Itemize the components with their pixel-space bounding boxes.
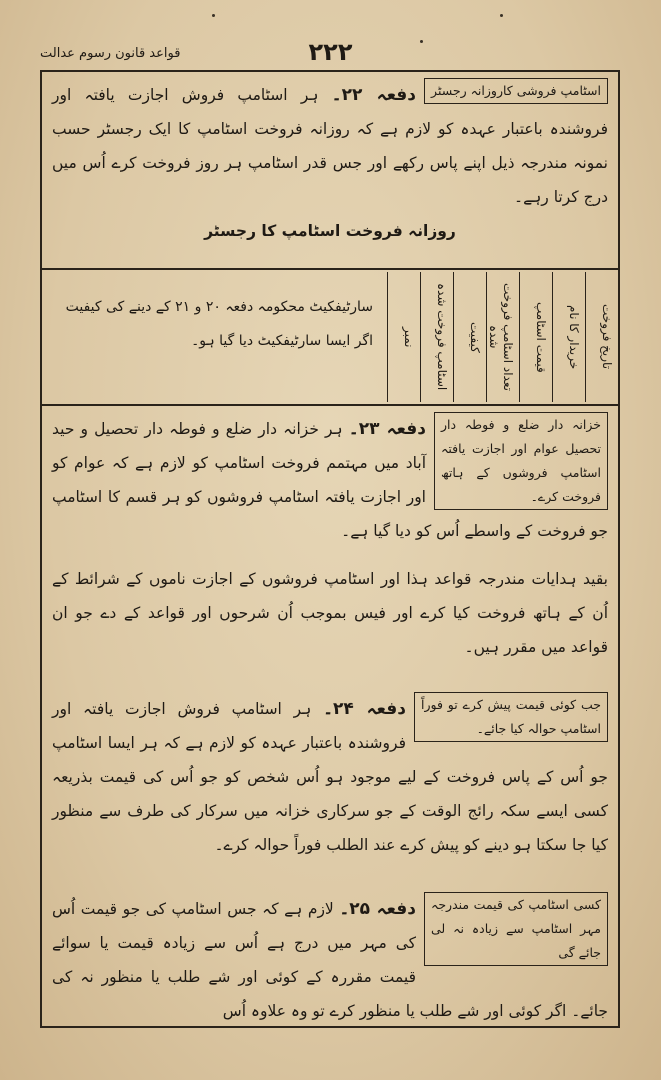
register-table xyxy=(42,272,618,402)
ink-speck xyxy=(212,14,215,17)
page-number: ۲۲۲ xyxy=(308,38,353,66)
register-col: قیمت اسٹامپ xyxy=(519,272,552,402)
register-remark: سارٹیفکیٹ محکومہ دفعہ ۲۰ و ۲۱ کے دینے کی کیفیت اگر ایسا سارٹیفکیٹ دیا گیا ہو۔ xyxy=(65,299,373,349)
section-23-continued xyxy=(42,562,618,664)
section-24-heading: دفعہ ۲۴۔ xyxy=(323,699,406,719)
section-25 xyxy=(42,892,618,1028)
section-25-heading: دفعہ ۲۵۔ xyxy=(339,899,417,919)
register-col: تاریخ فروخت xyxy=(585,272,618,402)
register-col: نمبر xyxy=(387,272,420,402)
section-22-heading: دفعہ ۲۲۔ xyxy=(331,85,417,105)
section-23 xyxy=(42,412,618,548)
register-col: تعداد اسٹامپ فروخت شدہ xyxy=(486,272,519,402)
register-col: خریدار کا نام xyxy=(552,272,585,402)
margin-note-22: اسٹامپ فروشی کاروزانہ رجسٹر xyxy=(424,78,608,104)
section-24 xyxy=(42,692,618,862)
section-23-heading: دفعہ ۲۳۔ xyxy=(348,419,426,439)
section-23-text2: بقید ہدایات مندرجہ قواعد ہذا اور اسٹامپ فروشوں کے اجازت ناموں کے شرائط کے اُن کے ہاتھ فروخت کیا کرے اور فیس بموجب اُن شرحوں اور قواعد کے دے جو ان قواعد میں مقرر ہیں۔ xyxy=(52,570,608,656)
section-23-text: ہر خزانہ دار ضلع و فوطہ دار تحصیل و حید آباد میں مہتمم فروخت اسٹامپ کو لازم ہے کہ عوام کو اور اجازت یافتہ اسٹامپ فروشوں کو ہر قسم کا اسٹامپ جو فروخت کے واسطے اُس کو دیا گیا ہے۔ xyxy=(52,420,608,540)
ink-speck xyxy=(500,14,503,17)
section-22 xyxy=(42,78,618,268)
margin-note-25: کسی اسٹامپ کی قیمت مندرجہ مہر اسٹامپ سے زیادہ نہ لی جائے گی xyxy=(424,892,608,966)
divider xyxy=(42,268,618,270)
margin-note-23: خزانہ دار ضلع و فوطہ دار تحصیل عوام اور اجازت یافتہ اسٹامپ فروشوں کے ہاتھ فروخت کرے۔ xyxy=(434,412,608,510)
section-24-text: ہر اسٹامپ فروش اجازت یافتہ اور فروشندہ باعتبار عہدہ کو لازم ہے کہ ہر ایسا اسٹامپ جو اُس کے پاس فروخت کے لیے موجود ہو اُس شخص کو جو اُس کی قیمت بذریعہ کسی ایسے سکہ رائج الوقت کے جو سرکاری خزانہ میں سرکار کی طرف سے منظور کیا جا سکتا ہو دینے کو پیش کرے عند الطلب فوراً حوالہ کرے۔ xyxy=(52,700,608,854)
book-title: قواعد قانون رسوم عدالت xyxy=(40,46,181,61)
divider xyxy=(42,404,618,406)
section-22-text: ہر اسٹامپ فروش اجازت یافتہ اور فروشندہ باعتبار عہدہ کو لازم ہے کہ روزانہ فروخت اسٹامپ کا ایک رجسٹر حسب نمونہ مندرجہ ذیل اپنے پاس رکھے اور جس قدر اسٹامپ ہر روز فروخت کرے اُس میں درج کرتا رہے۔ xyxy=(52,86,608,206)
register-title: روزانہ فروخت اسٹامپ کا رجسٹر xyxy=(204,222,456,240)
running-head xyxy=(40,38,621,68)
register-col: کیفیت xyxy=(453,272,486,402)
text-frame xyxy=(40,70,620,1028)
section-25-text: لازم ہے کہ جس اسٹامپ کی جو قیمت اُس کی مہر میں درج ہے اُس سے زیادہ قیمت یا سوائے قیمت مقررہ کے کوئی اور شے طلب یا منظور نہ کی جائے۔ اگر کوئی اور شے طلب یا منظور کرے تو وہ علاوہ اُس xyxy=(52,900,608,1020)
register-col: اسٹامپ فروخت شدہ xyxy=(420,272,453,402)
margin-note-24: جب کوئی قیمت پیش کرے تو فوراً اسٹامپ حوالہ کیا جائے۔ xyxy=(414,692,608,742)
